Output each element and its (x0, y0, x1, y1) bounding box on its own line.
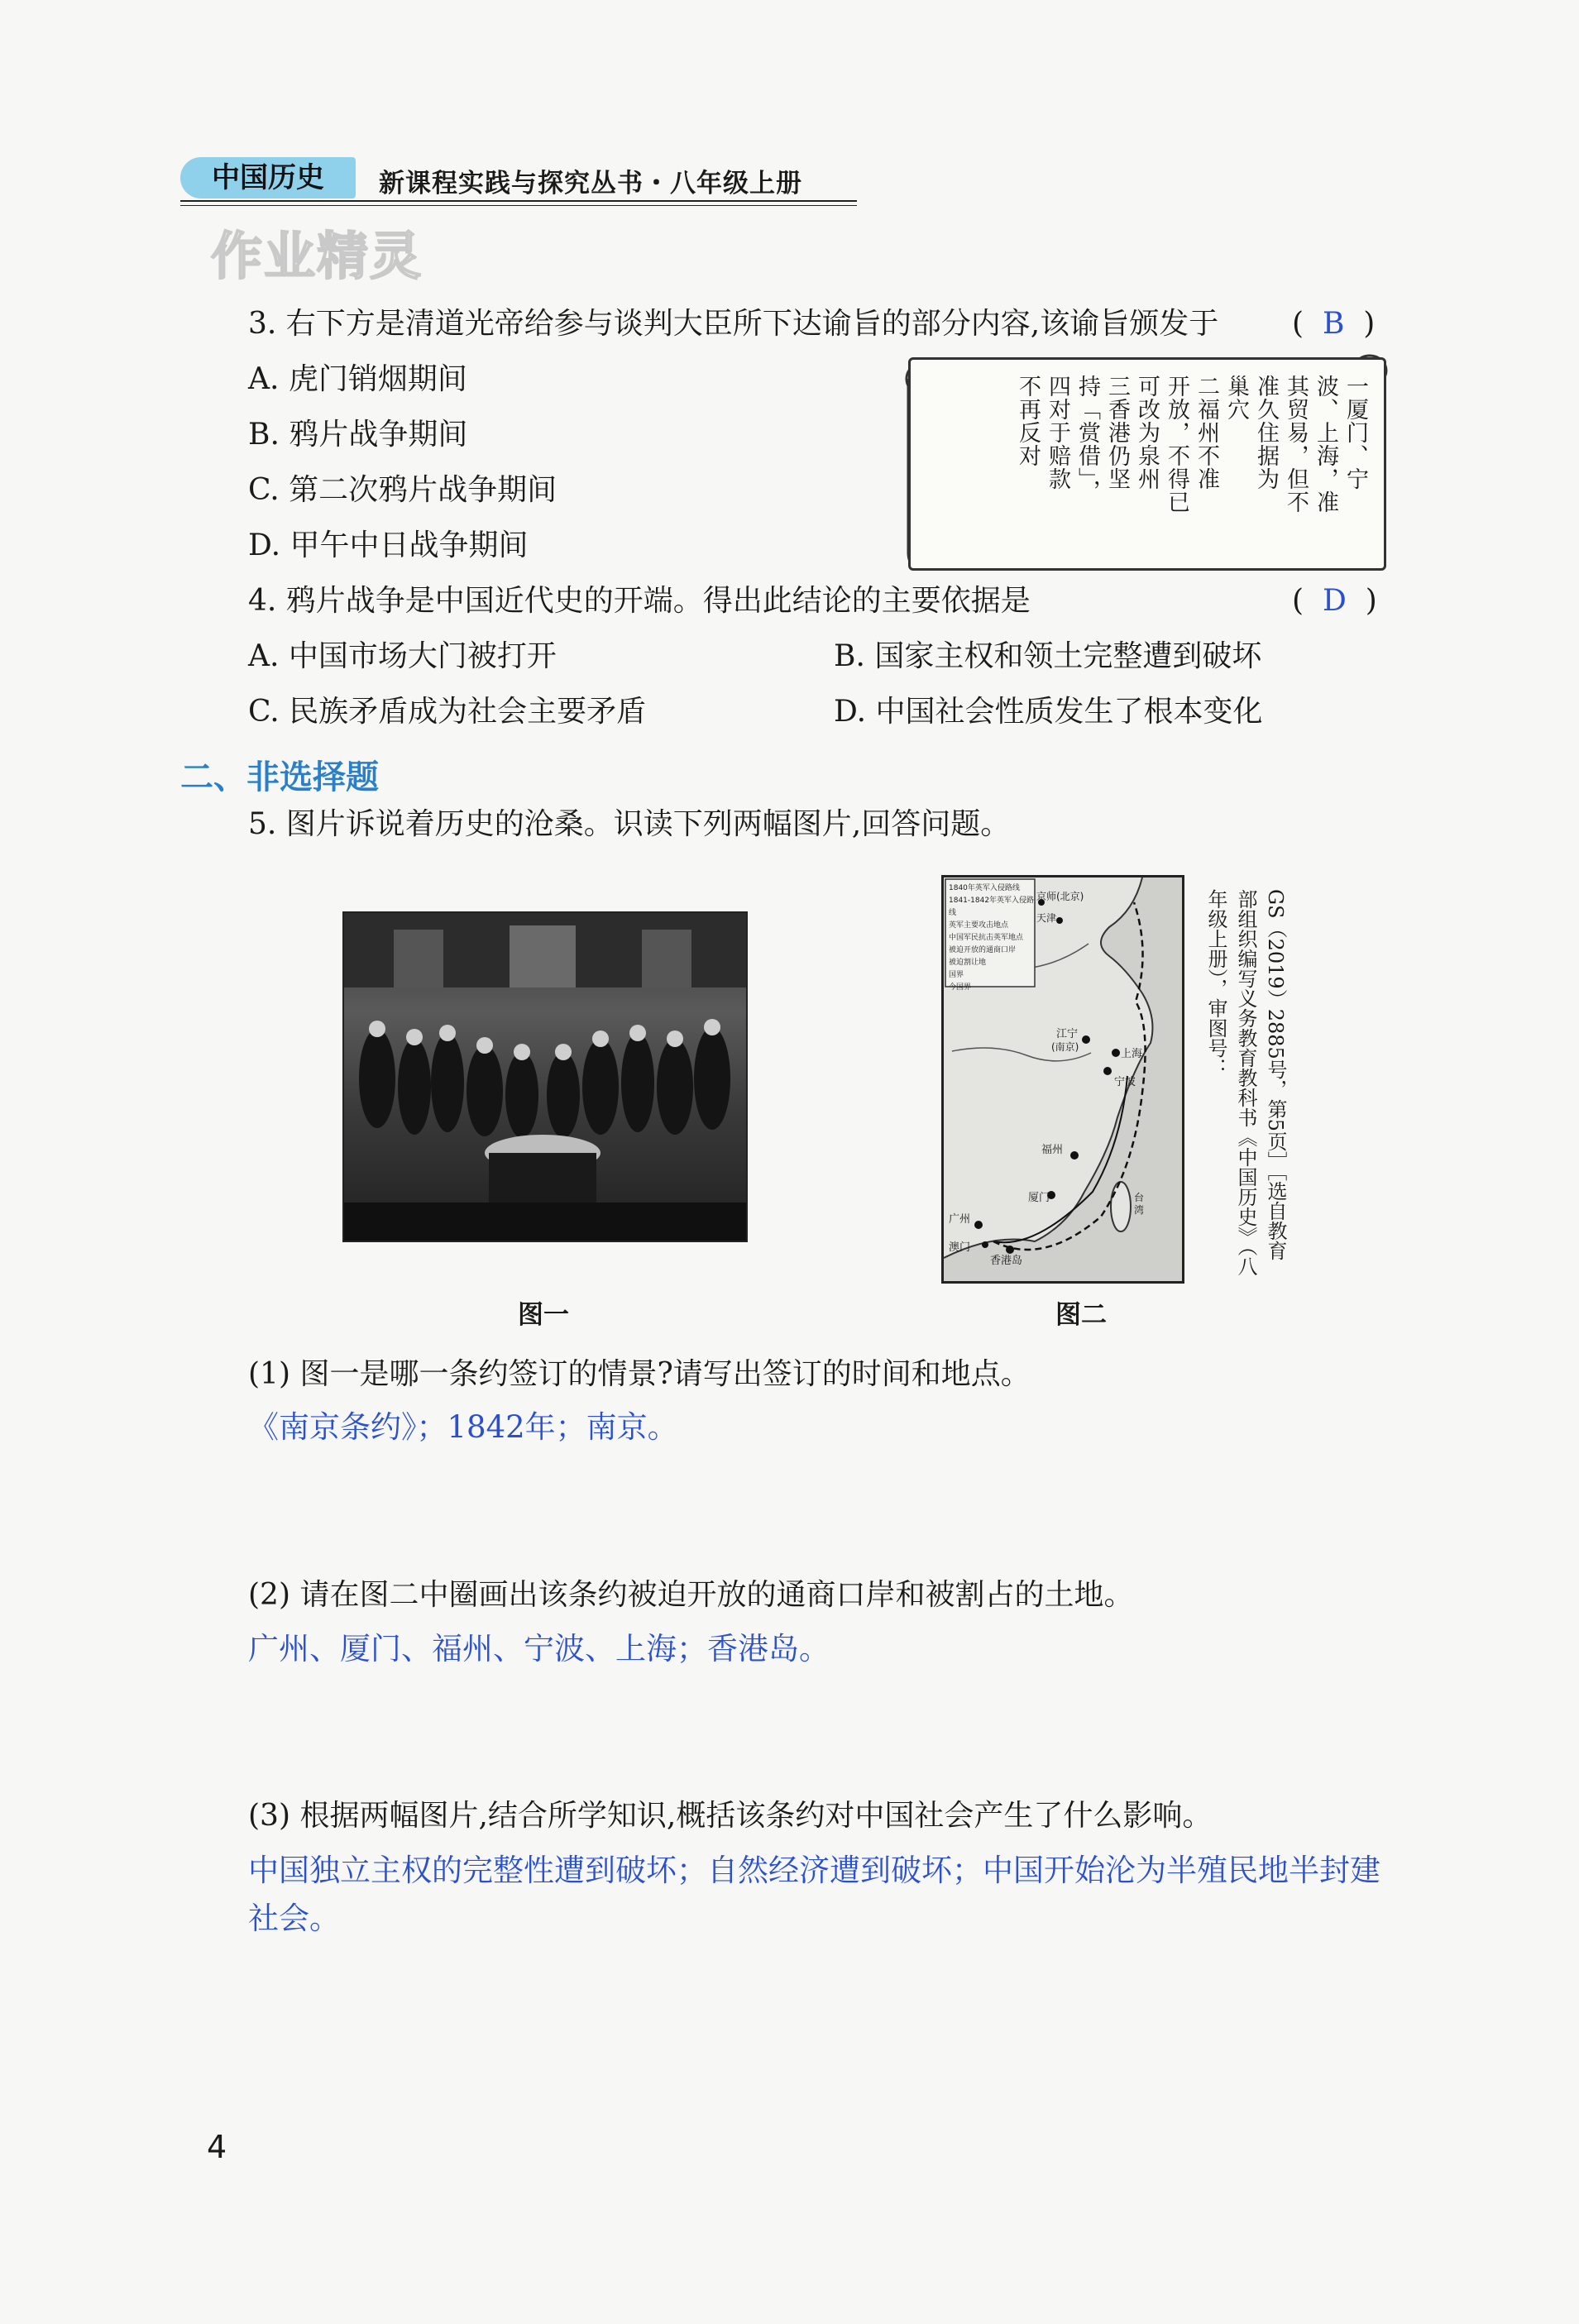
edict-text: 开放，不得已 (1164, 375, 1189, 514)
q4-option-d: D. 中国社会性质发生了根本变化 (834, 695, 1263, 729)
map-label-taiwan: 台湾 (1134, 1192, 1145, 1216)
q5-sub2-question: (2) 请在图二中圈画出该条约被迫开放的通商口岸和被割占的土地。 (248, 1578, 1134, 1612)
map-label-jiangning: 江宁 (1056, 1028, 1079, 1040)
figure-2-caption: 图二 (1055, 1300, 1107, 1330)
edict-text: 其贸易，但不 (1283, 375, 1309, 514)
q4-answer-blank: ( D ) (1292, 584, 1377, 618)
q3-option-b: B. 鸦片战争期间 (248, 418, 468, 452)
map-label-fuzhou: 福州 (1041, 1144, 1064, 1156)
q5-sub3-answer-line2: 社会。 (248, 1901, 340, 1936)
edict-scroll (908, 357, 1386, 571)
map-label-shanghai: 上海 (1121, 1048, 1143, 1060)
q5-sub2-answer: 广州、厦门、福州、宁波、上海；香港岛。 (248, 1631, 830, 1666)
section-heading: 二、非选择题 (180, 758, 379, 796)
map-source-credit: GS（2019）2885号，第5页］［选自教育部组织编写义务教育教科书《中国历史》（八年级上册），审图号： (1204, 889, 1287, 1276)
map-legend-item: 今国界 (949, 983, 972, 992)
q4-stem: 4. 鸦片战争是中国近代史的开端。得出此结论的主要依据是 (248, 584, 1031, 618)
q3-option-c: C. 第二次鸦片战争期间 (248, 473, 557, 507)
q5-stem: 5. 图片诉说着历史的沧桑。识读下列两幅图片,回答问题。 (248, 807, 1011, 841)
q3-answer-blank: ( B ) (1292, 307, 1376, 341)
edict-text: 准久住据为 (1253, 375, 1279, 490)
map-label-xianggang: 香港岛 (990, 1255, 1023, 1267)
edict-text: 三香港仍坚 (1104, 375, 1130, 490)
map-legend-item: 国界 (949, 971, 964, 979)
edict-text: 波、上海，准 (1313, 375, 1338, 514)
q3-stem: 3. 右下方是清道光帝给参与谈判大臣所下达谕旨的部分内容,该谕旨颁发于 (248, 307, 1219, 341)
subject-badge: 中国历史 (180, 157, 356, 198)
q3-answer: B (1322, 307, 1345, 341)
edict-text: 不再反对 (1015, 375, 1041, 467)
map-legend-item: 1841-1842年英军入侵路线 (949, 897, 1035, 917)
edict-text: 持「赏借」， (1074, 375, 1100, 503)
q3-option-d: D. 甲午中日战争期间 (248, 528, 529, 562)
map-label-ningbo: 宁波 (1114, 1076, 1136, 1088)
map-label-xiamen: 厦门 (1028, 1192, 1050, 1204)
map-legend (949, 882, 1035, 994)
map-legend-item: 英军主要攻击地点 (949, 921, 1009, 930)
q5-sub3-question: (3) 根据两幅图片,结合所学知识,概括该条约对中国社会产生了什么影响。 (248, 1799, 1213, 1833)
figure-2-map (941, 875, 1184, 1284)
q5-sub1-answer: 《南京条约》；1842年；南京。 (248, 1409, 678, 1445)
edict-text: 巢穴 (1223, 375, 1249, 421)
map-label-beijing: 京师(北京) (1036, 891, 1084, 902)
q4-option-b: B. 国家主权和领土完整遭到破坏 (834, 639, 1262, 673)
map-label-tianjin: 天津 (1036, 912, 1057, 924)
map-legend-item: 1840年英军入侵路线 (949, 884, 1020, 892)
q5-sub3-answer-line1: 中国独立主权的完整性遭到破坏；自然经济遭到破坏；中国开始沦为半殖民地半封建 (248, 1853, 1380, 1888)
map-legend-item: 被迫割让地 (949, 959, 987, 967)
q4-option-a: A. 中国市场大门被打开 (248, 639, 557, 673)
figure-1-photo (342, 911, 748, 1242)
edict-text: 二福州不准 (1194, 375, 1219, 490)
map-legend-item: 被迫开放的通商口岸 (949, 946, 1017, 954)
map-label-aomen: 澳门 (949, 1241, 971, 1254)
map-label-guangzhou: 广州 (949, 1213, 971, 1226)
q3-option-a: A. 虎门销烟期间 (248, 362, 467, 396)
q4-answer: D (1322, 584, 1347, 618)
header-rule (180, 205, 857, 206)
figure-1-caption: 图一 (518, 1300, 569, 1330)
edict-text: 一厦门、宁 (1342, 375, 1368, 490)
header-rule (180, 200, 857, 202)
series-title: 新课程实践与探究丛书・八年级上册 (379, 169, 802, 198)
map-label-nanjing: (南京) (1051, 1041, 1079, 1053)
q5-sub1-question: (1) 图一是哪一条约签订的情景?请写出签订的时间和地点。 (248, 1357, 1031, 1391)
map-legend-item: 中国军民抗击英军地点 (949, 934, 1024, 942)
q4-option-c: C. 民族矛盾成为社会主要矛盾 (248, 695, 647, 729)
edict-text: 可改为泉州 (1134, 375, 1160, 490)
page-number: 4 (207, 2129, 227, 2165)
watermark: 作业精灵 (211, 226, 423, 286)
edict-text: 四对于赔款 (1045, 375, 1070, 490)
treaty-signing-illustration (344, 913, 746, 1241)
